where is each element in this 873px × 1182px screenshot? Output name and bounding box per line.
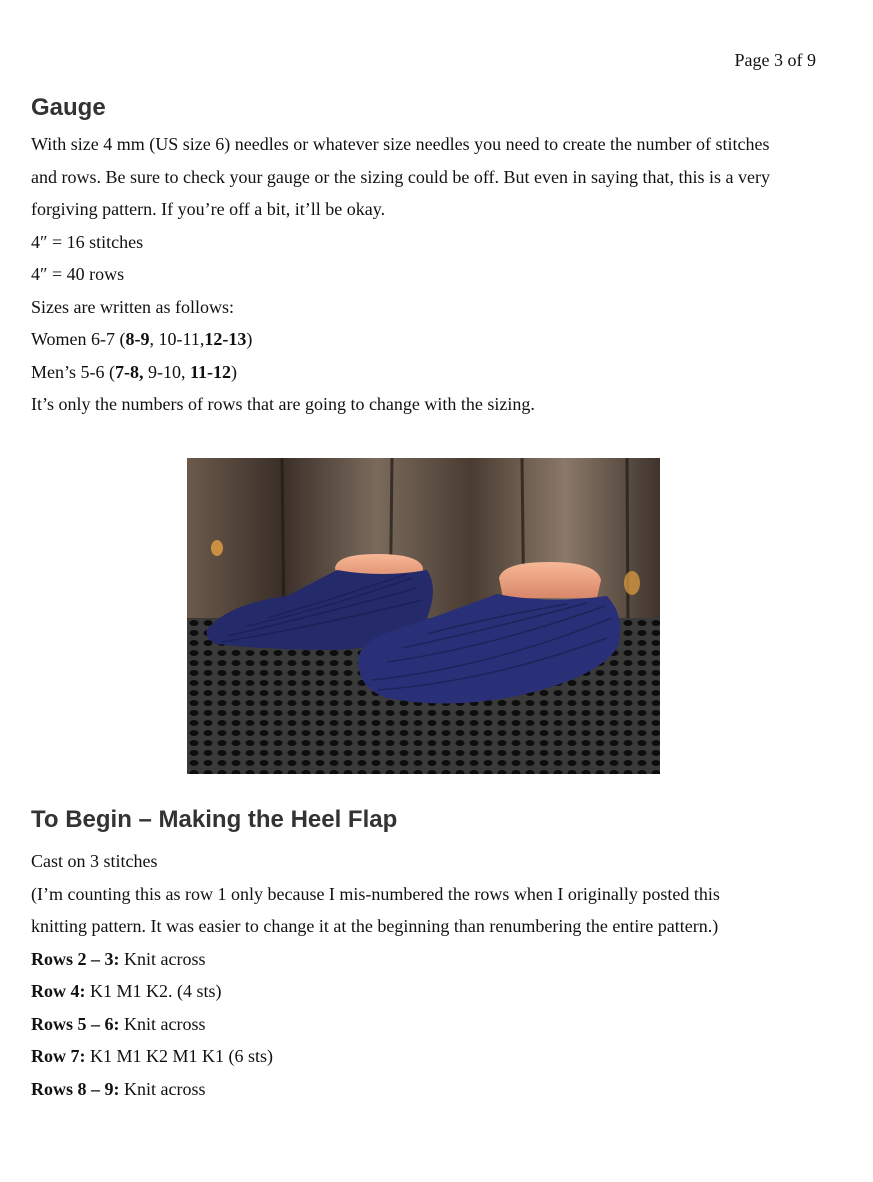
heel-flap-heading: To Begin – Making the Heel Flap <box>31 806 398 833</box>
row-label: Rows 8 – 9: <box>31 1078 120 1099</box>
men-sizes-middle: 9-10, <box>143 361 190 382</box>
gauge-stitches: 4″ = 16 stitches <box>31 231 144 252</box>
men-sizes <box>31 356 831 389</box>
heel-flap-section <box>31 845 831 1105</box>
row-instruction <box>31 1008 831 1041</box>
row-instruction <box>31 1040 831 1073</box>
men-sizes-suffix: ) <box>231 361 238 382</box>
men-size-bold: 7-8, <box>115 361 144 382</box>
row-instruction <box>31 1073 831 1106</box>
row-label: Rows 5 – 6: <box>31 1013 120 1034</box>
gauge-intro-line: forgiving pattern. If you’re off a bit, it’ll be okay. <box>31 199 386 219</box>
gauge-section <box>31 128 831 421</box>
row-text: Knit across <box>119 948 206 969</box>
row-text: K1 M1 K2. (4 sts) <box>85 981 222 1001</box>
row-label: Rows 2 – 3: <box>31 948 120 969</box>
men-size-bold: 11-12 <box>190 361 232 382</box>
row-text: K1 M1 K2 M1 K1 (6 sts) <box>85 1046 274 1066</box>
row-instruction <box>31 943 831 976</box>
women-sizes-prefix: Women 6-7 ( <box>31 329 126 349</box>
women-sizes-suffix: ) <box>246 329 253 349</box>
slippers-photo <box>187 458 660 774</box>
men-sizes-prefix: Men’s 5-6 ( <box>31 361 115 382</box>
gauge-intro-line: and rows. Be sure to check your gauge or the sizing could be off. But even in saying that, this is a very <box>31 166 770 187</box>
sizing-note: It’s only the numbers of rows that are going to change with the sizing. <box>31 394 535 414</box>
foot-form <box>499 562 601 598</box>
sizes-intro: Sizes are written as follows: <box>31 296 234 317</box>
page-number: Page 3 of 9 <box>734 50 816 70</box>
slippers-illustration <box>187 458 660 774</box>
gauge-rows: 4″ = 40 rows <box>31 264 125 284</box>
row-text: Knit across <box>119 1013 206 1034</box>
heel-note-line: knitting pattern. It was easier to change it at the beginning than renumbering the entire pattern.) <box>31 916 719 936</box>
row-text: Knit across <box>119 1078 206 1099</box>
gauge-heading: Gauge <box>31 94 106 121</box>
row-label: Row 4: <box>31 981 86 1001</box>
row-label: Row 7: <box>31 1046 86 1066</box>
women-sizes <box>31 323 831 356</box>
women-size-bold: 12-13 <box>204 329 247 349</box>
cast-on-line: Cast on 3 stitches <box>31 851 158 871</box>
gauge-intro-line: With size 4 mm (US size 6) needles or whatever size needles you need to create the number of stitches <box>31 134 770 154</box>
women-size-bold: 8-9 <box>125 329 150 349</box>
row-instruction <box>31 975 831 1008</box>
women-sizes-middle: , 10-11, <box>149 329 205 349</box>
heel-note-line: (I’m counting this as row 1 only because I mis-numbered the rows when I originally posted this <box>31 883 720 904</box>
